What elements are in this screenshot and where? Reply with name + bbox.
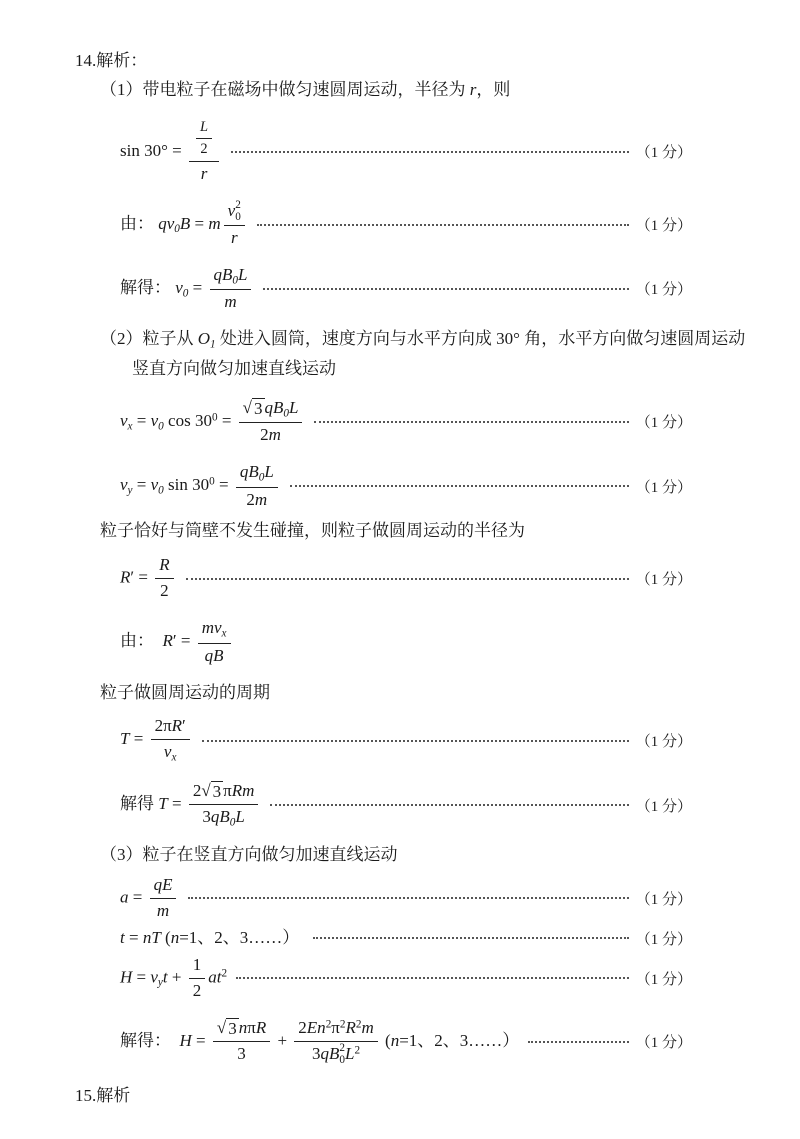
score-label: （1 分） — [635, 415, 692, 432]
dot-leader — [257, 224, 629, 226]
dot-leader — [188, 897, 628, 899]
formula-sin30: sin 30° = $\frac{\frac{L}{2}}{r}$ — [120, 118, 222, 186]
formula-row-period-solved — [120, 780, 692, 830]
formula-v0: 解得： v0 = $\frac{qB0L}{m}$ — [120, 264, 254, 314]
dot-leader — [290, 485, 629, 487]
formula-row-vy — [120, 461, 692, 511]
dot-leader — [528, 1041, 628, 1043]
formula-row-radius-by — [120, 617, 692, 667]
score-label: （1 分） — [635, 931, 692, 948]
score-label: （1 分） — [635, 572, 692, 589]
score-label: （1 分） — [635, 479, 692, 496]
formula-height-solved: 解得： H = √ 3 nπR 3 + $2En^2\pi^2R^2m$ 3qB 2 0 $L^2$ (n=1、2、3……） — [120, 1017, 520, 1066]
formula-row-accel — [120, 874, 692, 923]
score-label: （1 分） — [635, 145, 692, 162]
dot-leader — [270, 804, 628, 806]
score-label: （1 分） — [635, 282, 692, 299]
formula-height: H = vyt + $\frac{1}{2}$ $at^2$ — [120, 954, 228, 1000]
score-label: （1 分） — [635, 798, 692, 815]
score-label: （1 分） — [635, 891, 692, 908]
formula-period-solved: 解得 T = 2 √ 3 πRm 3qB0L — [120, 780, 261, 830]
paragraph-step3-text: （3）粒子在竖直方向做匀加速直线运动 — [100, 845, 398, 865]
formula-lorentz: 由： qv0B = m v 2 0 r — [120, 200, 248, 250]
formula-row-height-solved — [120, 1017, 692, 1067]
paragraph-period-text: 粒子做圆周运动的周期 — [100, 682, 270, 702]
formula-time: t = nT (n=1、2、3……） — [120, 927, 304, 947]
dot-leader — [313, 937, 629, 939]
formula-row-sin30 — [120, 118, 692, 186]
formula-radius: R′ = $\frac{R}{2}$ — [120, 554, 177, 603]
score-label: （1 分） — [635, 971, 692, 988]
dot-leader — [186, 578, 629, 580]
formula-row-v0 — [120, 264, 692, 314]
section-14-heading: 14.解析： — [75, 51, 148, 70]
paragraph-period — [100, 682, 692, 707]
section-15-heading: 15.解析 — [75, 1085, 131, 1105]
formula-row-time — [120, 927, 692, 950]
score-label: （1 分） — [635, 1035, 692, 1052]
formula-vy: vy = v0 $\sin 30^0$ = $\frac{qB0L}{2m}$ — [120, 461, 281, 511]
dot-leader — [202, 740, 629, 742]
score-label: （1 分） — [635, 734, 692, 751]
paragraph-step2-line1 — [100, 328, 746, 353]
formula-vx: vx = v0 $\cos 30^0$ = √ 3 qB0L 2m — [120, 397, 305, 447]
formula-row-radius — [120, 554, 692, 603]
formula-row-period — [120, 715, 692, 765]
paragraph-no-collision-text: 粒子恰好与筒壁不发生碰撞，则粒子做圆周运动的半径为 — [100, 521, 525, 541]
paragraph-no-collision — [100, 520, 692, 545]
score-label: （1 分） — [635, 218, 692, 235]
formula-radius-by: 由： R′ = mvx qB — [120, 617, 234, 667]
dot-leader — [236, 977, 629, 979]
dot-leader — [263, 288, 628, 290]
paragraph-step3 — [100, 844, 692, 869]
paragraph-step1 — [100, 79, 692, 104]
paragraph-step2-line2 — [132, 358, 692, 383]
formula-accel: a = $\frac{qE}{m}$ — [120, 874, 179, 923]
paragraph-step2-line2-text: 竖直方向做匀加速直线运动 — [132, 358, 336, 378]
dot-leader — [314, 421, 628, 423]
paragraph-step2-line1-text: （2）粒子从 O1 处进入圆筒，速度方向与水平方向成 30° 角，水平方向做匀速圆周运动 — [100, 328, 746, 351]
formula-row-lorentz — [120, 200, 692, 250]
formula-row-vx — [120, 397, 692, 447]
paragraph-step1-text: （1）带电粒子在磁场中做匀速圆周运动，半径为 r，则 — [100, 80, 511, 99]
dot-leader — [231, 151, 629, 153]
formula-row-height — [120, 954, 692, 1003]
formula-period: T = $\frac{2\pi R'}{vx}$ — [120, 715, 193, 765]
